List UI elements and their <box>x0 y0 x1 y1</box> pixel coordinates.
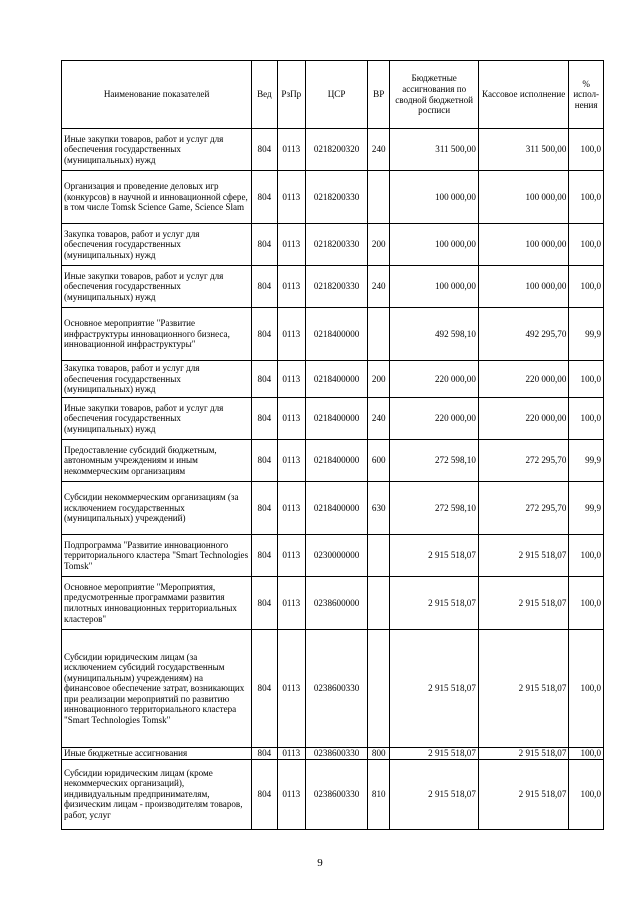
table-row <box>62 759 604 829</box>
cell-cash-execution: 2 915 518,07 <box>478 577 569 630</box>
cell-indicator-name: Субсидии юридическим лицам (за исключением субсидий государственным (муниципальным) учреждениям) на финансовое обеспечение затрат, возникающих при реализации мероприятий по развитию инновационного территориального кластера "Smart Technologies Tomsk" <box>62 630 252 748</box>
cell-csr: 0218200330 <box>306 224 368 266</box>
cell-indicator-name: Подпрограмма "Развитие инновационного территориального кластера "Smart Technologies Tomsk" <box>62 535 252 577</box>
header-rzpr: РзПр <box>277 61 305 129</box>
table-row <box>62 308 604 361</box>
cell-ved: 804 <box>252 440 277 482</box>
cell-cash-execution: 2 915 518,07 <box>478 535 569 577</box>
cell-execution-percent: 100,0 <box>569 398 604 440</box>
cell-cash-execution: 272 295,70 <box>478 440 569 482</box>
cell-ved: 804 <box>252 535 277 577</box>
table-row <box>62 748 604 760</box>
cell-execution-percent: 99,9 <box>569 482 604 535</box>
cell-vr: 240 <box>368 398 390 440</box>
cell-vr: 240 <box>368 266 390 308</box>
header-execution-percent: % испол-нения <box>569 61 604 129</box>
cell-rzpr: 0113 <box>277 440 305 482</box>
cell-indicator-name: Организация и проведение деловых игр (конкурсов) в научной и инновационной сфере, в том числе Tomsk Science Game, Science Slam <box>62 171 252 224</box>
cell-budget-allocations: 272 598,10 <box>390 482 478 535</box>
cell-ved: 804 <box>252 630 277 748</box>
cell-vr: 800 <box>368 748 390 760</box>
table-row <box>62 630 604 748</box>
cell-ved: 804 <box>252 748 277 760</box>
cell-budget-allocations: 100 000,00 <box>390 171 478 224</box>
cell-vr <box>368 577 390 630</box>
cell-vr <box>368 171 390 224</box>
header-indicator-name: Наименование показателей <box>62 61 252 129</box>
cell-budget-allocations: 2 915 518,07 <box>390 535 478 577</box>
cell-indicator-name: Иные бюджетные ассигнования <box>62 748 252 760</box>
cell-rzpr: 0113 <box>277 398 305 440</box>
cell-ved: 804 <box>252 266 277 308</box>
cell-vr: 200 <box>368 224 390 266</box>
cell-vr: 600 <box>368 440 390 482</box>
cell-ved: 804 <box>252 577 277 630</box>
cell-cash-execution: 311 500,00 <box>478 129 569 171</box>
cell-budget-allocations: 220 000,00 <box>390 398 478 440</box>
page-number: 9 <box>317 857 323 869</box>
cell-execution-percent: 100,0 <box>569 748 604 760</box>
cell-indicator-name: Основное мероприятие "Развитие инфраструктуры инновационного бизнеса, инновационной инфраструктуры" <box>62 308 252 361</box>
cell-rzpr: 0113 <box>277 748 305 760</box>
cell-indicator-name: Иные закупки товаров, работ и услуг для обеспечения государственных (муниципальных) нужд <box>62 129 252 171</box>
cell-indicator-name: Предоставление субсидий бюджетным, автономным учреждениям и иным некоммерческим организациям <box>62 440 252 482</box>
table-row <box>62 129 604 171</box>
cell-rzpr: 0113 <box>277 482 305 535</box>
header-budget-allocations: Бюджетные ассигнования по сводной бюджетной росписи <box>390 61 478 129</box>
cell-csr: 0218200320 <box>306 129 368 171</box>
cell-cash-execution: 100 000,00 <box>478 171 569 224</box>
cell-csr: 0218400000 <box>306 308 368 361</box>
header-vr: ВР <box>368 61 390 129</box>
cell-budget-allocations: 492 598,10 <box>390 308 478 361</box>
cell-cash-execution: 220 000,00 <box>478 398 569 440</box>
cell-budget-allocations: 2 915 518,07 <box>390 748 478 760</box>
cell-budget-allocations: 311 500,00 <box>390 129 478 171</box>
cell-csr: 0238600330 <box>306 748 368 760</box>
cell-execution-percent: 100,0 <box>569 224 604 266</box>
cell-rzpr: 0113 <box>277 171 305 224</box>
table-header-row <box>62 61 604 129</box>
cell-indicator-name: Субсидии юридическим лицам (кроме некоммерческих организаций), индивидуальным предпринимателям, физическим лицам - производителям товаров, работ, услуг <box>62 759 252 829</box>
table-row <box>62 535 604 577</box>
table-row <box>62 577 604 630</box>
cell-indicator-name: Основное мероприятие "Мероприятия, предусмотренные программами развития пилотных инновационных территориальных кластеров" <box>62 577 252 630</box>
cell-budget-allocations: 220 000,00 <box>390 361 478 398</box>
cell-rzpr: 0113 <box>277 224 305 266</box>
cell-rzpr: 0113 <box>277 361 305 398</box>
cell-execution-percent: 100,0 <box>569 759 604 829</box>
cell-indicator-name: Иные закупки товаров, работ и услуг для обеспечения государственных (муниципальных) нужд <box>62 266 252 308</box>
cell-rzpr: 0113 <box>277 129 305 171</box>
cell-budget-allocations: 272 598,10 <box>390 440 478 482</box>
table-row <box>62 482 604 535</box>
header-ved: Вед <box>252 61 277 129</box>
cell-rzpr: 0113 <box>277 308 305 361</box>
cell-cash-execution: 100 000,00 <box>478 224 569 266</box>
cell-indicator-name: Закупка товаров, работ и услуг для обеспечения государственных (муниципальных) нужд <box>62 224 252 266</box>
cell-ved: 804 <box>252 398 277 440</box>
cell-rzpr: 0113 <box>277 759 305 829</box>
cell-ved: 804 <box>252 482 277 535</box>
cell-indicator-name: Субсидии некоммерческим организациям (за исключением государственных (муниципальных) учреждений) <box>62 482 252 535</box>
cell-budget-allocations: 2 915 518,07 <box>390 630 478 748</box>
table-row <box>62 361 604 398</box>
cell-budget-allocations: 100 000,00 <box>390 224 478 266</box>
cell-execution-percent: 100,0 <box>569 129 604 171</box>
cell-vr <box>368 308 390 361</box>
cell-csr: 0218400000 <box>306 398 368 440</box>
cell-rzpr: 0113 <box>277 577 305 630</box>
header-csr: ЦСР <box>306 61 368 129</box>
cell-rzpr: 0113 <box>277 266 305 308</box>
cell-cash-execution: 492 295,70 <box>478 308 569 361</box>
cell-vr <box>368 535 390 577</box>
cell-cash-execution: 2 915 518,07 <box>478 748 569 760</box>
cell-vr: 630 <box>368 482 390 535</box>
cell-vr: 810 <box>368 759 390 829</box>
table-row <box>62 266 604 308</box>
cell-csr: 0230000000 <box>306 535 368 577</box>
cell-budget-allocations: 2 915 518,07 <box>390 759 478 829</box>
table-body <box>62 129 604 830</box>
cell-csr: 0218400000 <box>306 482 368 535</box>
table-row <box>62 171 604 224</box>
cell-rzpr: 0113 <box>277 535 305 577</box>
cell-csr: 0218400000 <box>306 440 368 482</box>
cell-execution-percent: 100,0 <box>569 630 604 748</box>
cell-vr <box>368 630 390 748</box>
table-row <box>62 224 604 266</box>
cell-indicator-name: Иные закупки товаров, работ и услуг для обеспечения государственных (муниципальных) нужд <box>62 398 252 440</box>
cell-csr: 0238600000 <box>306 577 368 630</box>
cell-budget-allocations: 2 915 518,07 <box>390 577 478 630</box>
cell-execution-percent: 100,0 <box>569 361 604 398</box>
table-row <box>62 398 604 440</box>
header-cash-execution: Кассовое исполнение <box>478 61 569 129</box>
cell-ved: 804 <box>252 171 277 224</box>
cell-ved: 804 <box>252 129 277 171</box>
cell-rzpr: 0113 <box>277 630 305 748</box>
cell-csr: 0218200330 <box>306 266 368 308</box>
cell-indicator-name: Закупка товаров, работ и услуг для обеспечения государственных (муниципальных) нужд <box>62 361 252 398</box>
cell-csr: 0218200330 <box>306 171 368 224</box>
cell-execution-percent: 100,0 <box>569 535 604 577</box>
cell-vr: 240 <box>368 129 390 171</box>
cell-vr: 200 <box>368 361 390 398</box>
cell-ved: 804 <box>252 759 277 829</box>
cell-execution-percent: 100,0 <box>569 266 604 308</box>
cell-csr: 0238600330 <box>306 630 368 748</box>
cell-cash-execution: 272 295,70 <box>478 482 569 535</box>
cell-cash-execution: 220 000,00 <box>478 361 569 398</box>
cell-csr: 0218400000 <box>306 361 368 398</box>
cell-execution-percent: 100,0 <box>569 577 604 630</box>
table-row <box>62 440 604 482</box>
cell-ved: 804 <box>252 361 277 398</box>
cell-execution-percent: 100,0 <box>569 171 604 224</box>
cell-ved: 804 <box>252 224 277 266</box>
budget-execution-table <box>61 60 604 830</box>
cell-ved: 804 <box>252 308 277 361</box>
cell-execution-percent: 99,9 <box>569 308 604 361</box>
cell-cash-execution: 100 000,00 <box>478 266 569 308</box>
cell-execution-percent: 99,9 <box>569 440 604 482</box>
cell-csr: 0238600330 <box>306 759 368 829</box>
cell-cash-execution: 2 915 518,07 <box>478 759 569 829</box>
cell-budget-allocations: 100 000,00 <box>390 266 478 308</box>
cell-cash-execution: 2 915 518,07 <box>478 630 569 748</box>
